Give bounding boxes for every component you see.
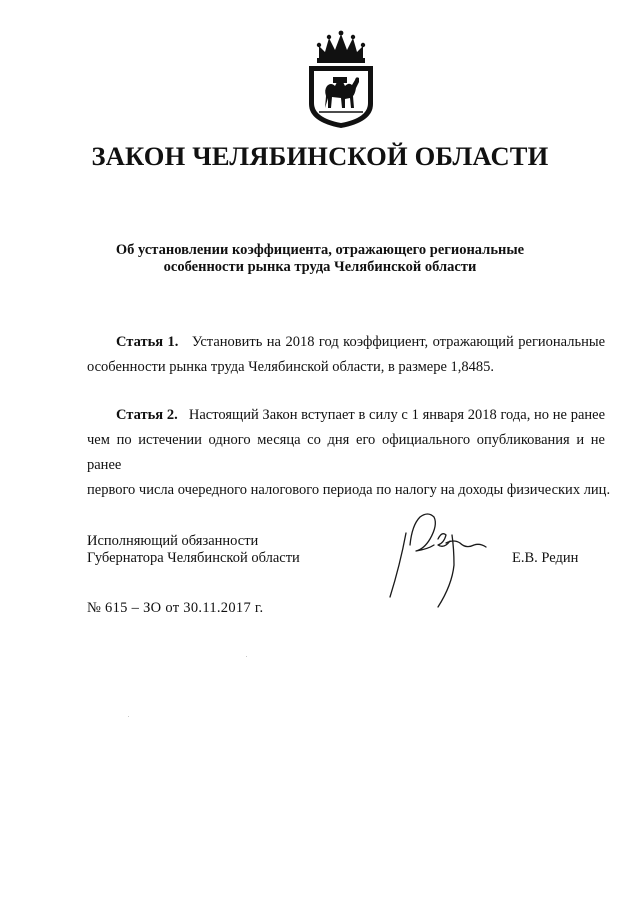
handwritten-signature [382, 505, 494, 620]
law-subtitle-line-1: Об установлении коэффициента, отражающего региональные [115, 242, 525, 258]
signer-title-line-1: Исполняющий обязанности [87, 533, 259, 549]
article-1-line-2: особенности рынка труда Челябинской области, в размере 1,8485. [87, 359, 495, 375]
signer-name: Е.В. Редин [512, 550, 579, 566]
coat-of-arms-emblem [305, 30, 377, 130]
law-number: № 615 – ЗО от 30.11.2017 г. [87, 600, 264, 616]
signer-title-line-2: Губернатора Челябинской области [87, 550, 300, 566]
article-2-text-1: Настоящий Закон вступает в силу с 1 января 2018 года, но не ранее [188, 407, 606, 423]
article-2-line-2: чем по истечении одного месяца со дня его официального опубликования и не ранее [87, 432, 605, 473]
article-2 [87, 403, 611, 503]
article-2-line-3: первого числа очередного налогового периода по налогу на доходы физических лиц. [87, 482, 611, 498]
law-title: ЗАКОН ЧЕЛЯБИНСКОЙ ОБЛАСТИ [91, 141, 549, 171]
law-subtitle [0, 242, 640, 276]
article-1-label: Статья 1. [116, 334, 179, 350]
article-1-line-1 [87, 330, 605, 355]
scan-speck [128, 716, 129, 717]
article-1-text-1: Установить на 2018 год коэффициент, отражающий региональные [191, 334, 606, 350]
signer-title [87, 533, 300, 567]
scan-speck [246, 656, 247, 657]
article-1 [87, 330, 605, 380]
law-subtitle-line-2: особенности рынка труда Челябинской области [163, 259, 477, 275]
article-2-label: Статья 2. [116, 407, 178, 423]
article-2-line-1 [87, 403, 605, 428]
